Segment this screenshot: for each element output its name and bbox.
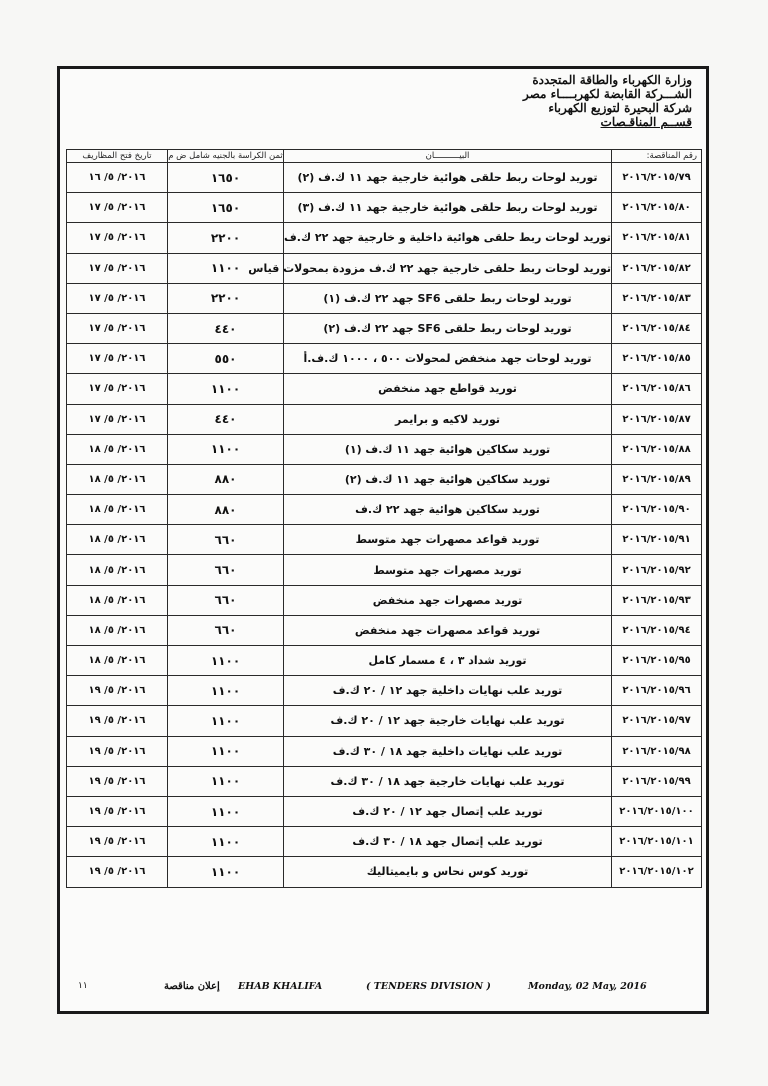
opening-date: ٢٠١٦/ ٥/ ١٧ xyxy=(67,344,168,374)
booklet-price: ١٦٥٠ xyxy=(168,193,284,223)
booklet-price: ١١٠٠ xyxy=(168,253,284,283)
tender-number: ٢٠١٦/٢٠١٥/٨٩ xyxy=(612,464,702,494)
page-footer xyxy=(60,977,706,997)
ministry-name: وزارة الكهرباء والطاقة المتجددة xyxy=(532,73,692,87)
booklet-price: ٦٦٠ xyxy=(168,525,284,555)
booklet-price: ١١٠٠ xyxy=(168,434,284,464)
table-row xyxy=(67,525,702,555)
tender-description: توريد علب نهايات خارجية جهد ١٨ / ٣٠ ك.ف xyxy=(284,766,612,796)
tender-description: توريد لوحات ربط حلقى SF6 جهد ٢٢ ك.ف (٢) xyxy=(284,313,612,343)
tender-number: ٢٠١٦/٢٠١٥/٩٨ xyxy=(612,736,702,766)
tender-description: توريد مصهرات جهد منخفض xyxy=(284,585,612,615)
booklet-price: ٦٦٠ xyxy=(168,555,284,585)
booklet-price: ١١٠٠ xyxy=(168,857,284,887)
tender-number: ٢٠١٦/٢٠١٥/١٠٢ xyxy=(612,857,702,887)
table-row xyxy=(67,464,702,494)
table-row xyxy=(67,736,702,766)
opening-date: ٢٠١٦/ ٥/ ١٧ xyxy=(67,313,168,343)
tender-number: ٢٠١٦/٢٠١٥/٨١ xyxy=(612,223,702,253)
opening-date: ٢٠١٦/ ٥/ ١٨ xyxy=(67,646,168,676)
table-row xyxy=(67,646,702,676)
holding-company-name: الشـــركة القابضة لكهربــــاء مصر xyxy=(522,87,692,101)
opening-date: ٢٠١٦/ ٥/ ١٧ xyxy=(67,283,168,313)
tender-description: توريد لوحات ربط حلقى هوائية خارجية جهد ١١ ك.ف (٢) xyxy=(284,163,612,193)
tender-description: توريد قواطع جهد منخفض xyxy=(284,374,612,404)
tender-number: ٢٠١٦/٢٠١٥/٨٥ xyxy=(612,344,702,374)
table-row xyxy=(67,193,702,223)
tender-description: توريد لاكيه و برايمر xyxy=(284,404,612,434)
table-row xyxy=(67,827,702,857)
table-row xyxy=(67,585,702,615)
opening-date: ٢٠١٦/ ٥/ ١٨ xyxy=(67,434,168,464)
booklet-price: ١١٠٠ xyxy=(168,706,284,736)
booklet-price: ٦٦٠ xyxy=(168,615,284,645)
tender-description: توريد علب نهايات خارجية جهد ١٢ / ٢٠ ك.ف xyxy=(284,706,612,736)
tender-number: ٢٠١٦/٢٠١٥/٩٣ xyxy=(612,585,702,615)
tender-description: توريد شداد ٣ ، ٤ مسمار كامل xyxy=(284,646,612,676)
table-row xyxy=(67,434,702,464)
tender-number: ٢٠١٦/٢٠١٥/٨٤ xyxy=(612,313,702,343)
tender-number: ٢٠١٦/٢٠١٥/٩٧ xyxy=(612,706,702,736)
opening-date: ٢٠١٦/ ٥/ ١٩ xyxy=(67,857,168,887)
opening-date: ٢٠١٦/ ٥/ ١٧ xyxy=(67,253,168,283)
tender-number: ٢٠١٦/٢٠١٥/٨٨ xyxy=(612,434,702,464)
tender-description: توريد سكاكين هوائية جهد ٢٢ ك.ف xyxy=(284,495,612,525)
table-header-row xyxy=(67,150,702,163)
tender-description: توريد علب نهايات داخلية جهد ١٨ / ٣٠ ك.ف xyxy=(284,736,612,766)
tender-number: ٢٠١٦/٢٠١٥/٧٩ xyxy=(612,163,702,193)
booklet-price: ٤٤٠ xyxy=(168,404,284,434)
opening-date: ٢٠١٦/ ٥/ ١٧ xyxy=(67,404,168,434)
opening-date: ٢٠١٦/ ٥/ ١٧ xyxy=(67,193,168,223)
tender-description: توريد قواعد مصهرات جهد منخفض xyxy=(284,615,612,645)
tender-description: توريد سكاكين هوائية جهد ١١ ك.ف (٢) xyxy=(284,464,612,494)
booklet-price: ٥٥٠ xyxy=(168,344,284,374)
page-number: ١١ xyxy=(78,981,88,991)
tender-description: توريد لوحات ربط حلقى SF6 جهد ٢٢ ك.ف (١) xyxy=(284,283,612,313)
tender-description: توريد سكاكين هوائية جهد ١١ ك.ف (١) xyxy=(284,434,612,464)
booklet-price: ١١٠٠ xyxy=(168,676,284,706)
booklet-price: ١١٠٠ xyxy=(168,796,284,826)
table-row xyxy=(67,796,702,826)
table-row xyxy=(67,223,702,253)
tender-description: توريد لوحات ربط حلقى هوائية خارجية جهد ١١ ك.ف (٣) xyxy=(284,193,612,223)
department-name: قســم المناقـصات xyxy=(600,115,692,129)
opening-date: ٢٠١٦/ ٥/ ١٨ xyxy=(67,525,168,555)
opening-date: ٢٠١٦/ ٥/ ١٧ xyxy=(67,374,168,404)
tender-description: توريد قواعد مصهرات جهد متوسط xyxy=(284,525,612,555)
opening-date: ٢٠١٦/ ٥/ ١٩ xyxy=(67,796,168,826)
tender-number: ٢٠١٦/٢٠١٥/٩٠ xyxy=(612,495,702,525)
letterhead xyxy=(523,73,692,129)
company-name: شركة البحيرة لتوزيع الكهرباء xyxy=(548,101,692,115)
tender-number: ٢٠١٦/٢٠١٥/٩٥ xyxy=(612,646,702,676)
tender-description: توريد لوحات ربط حلقى خارجية جهد ٢٢ ك.ف مزودة بمحولات قياس xyxy=(284,253,612,283)
booklet-price: ١١٠٠ xyxy=(168,827,284,857)
table-row xyxy=(67,766,702,796)
booklet-price: ٤٤٠ xyxy=(168,313,284,343)
tender-number: ٢٠١٦/٢٠١٥/٩٤ xyxy=(612,615,702,645)
footer-label: إعلان مناقصة xyxy=(164,981,220,992)
tender-description: توريد لوحات جهد منخفض لمحولات ٥٠٠ ، ١٠٠٠ ك.ف.أ xyxy=(284,344,612,374)
tender-description: توريد علب إتصال جهد ١٢ / ٢٠ ك.ف xyxy=(284,796,612,826)
tender-number: ٢٠١٦/٢٠١٥/٨٧ xyxy=(612,404,702,434)
tender-number: ٢٠١٦/٢٠١٥/٨٠ xyxy=(612,193,702,223)
booklet-price: ١١٠٠ xyxy=(168,646,284,676)
opening-date: ٢٠١٦/ ٥/ ١٦ xyxy=(67,163,168,193)
table-row xyxy=(67,706,702,736)
tender-number: ٢٠١٦/٢٠١٥/٩١ xyxy=(612,525,702,555)
table-row xyxy=(67,253,702,283)
booklet-price: ٦٦٠ xyxy=(168,585,284,615)
table-row xyxy=(67,163,702,193)
tender-number: ٢٠١٦/٢٠١٥/٩٩ xyxy=(612,766,702,796)
tender-description: توريد مصهرات جهد متوسط xyxy=(284,555,612,585)
column-header-description: البيــــــــــان xyxy=(284,150,612,163)
tender-description: توريد علب نهايات داخلية جهد ١٢ / ٢٠ ك.ف xyxy=(284,676,612,706)
page-frame xyxy=(57,66,709,1014)
booklet-price: ٢٢٠٠ xyxy=(168,223,284,253)
tender-number: ٢٠١٦/٢٠١٥/٨٦ xyxy=(612,374,702,404)
opening-date: ٢٠١٦/ ٥/ ١٩ xyxy=(67,706,168,736)
opening-date: ٢٠١٦/ ٥/ ١٨ xyxy=(67,555,168,585)
table-row xyxy=(67,857,702,887)
table-row xyxy=(67,404,702,434)
tender-number: ٢٠١٦/٢٠١٥/١٠٠ xyxy=(612,796,702,826)
tender-description: توريد علب إتصال جهد ١٨ / ٣٠ ك.ف xyxy=(284,827,612,857)
table-row xyxy=(67,555,702,585)
tender-number: ٢٠١٦/٢٠١٥/٩٢ xyxy=(612,555,702,585)
tender-number: ٢٠١٦/٢٠١٥/١٠١ xyxy=(612,827,702,857)
table-row xyxy=(67,283,702,313)
table-row xyxy=(67,313,702,343)
opening-date: ٢٠١٦/ ٥/ ١٨ xyxy=(67,495,168,525)
division-name: ( TENDERS DIVISION ) xyxy=(366,981,491,992)
opening-date: ٢٠١٦/ ٥/ ١٨ xyxy=(67,585,168,615)
opening-date: ٢٠١٦/ ٥/ ١٧ xyxy=(67,223,168,253)
table-row xyxy=(67,676,702,706)
booklet-price: ٢٢٠٠ xyxy=(168,283,284,313)
footer-date: Monday, 02 May, 2016 xyxy=(528,981,647,992)
table-row xyxy=(67,495,702,525)
author-name: EHAB KHALIFA xyxy=(238,981,323,992)
table-row xyxy=(67,615,702,645)
booklet-price: ١١٠٠ xyxy=(168,736,284,766)
opening-date: ٢٠١٦/ ٥/ ١٨ xyxy=(67,464,168,494)
column-header-date: تاريخ فتح المظاريف xyxy=(67,150,168,163)
opening-date: ٢٠١٦/ ٥/ ١٩ xyxy=(67,827,168,857)
booklet-price: ١١٠٠ xyxy=(168,374,284,404)
booklet-price: ٨٨٠ xyxy=(168,495,284,525)
opening-date: ٢٠١٦/ ٥/ ١٩ xyxy=(67,766,168,796)
tender-number: ٢٠١٦/٢٠١٥/٨٣ xyxy=(612,283,702,313)
opening-date: ٢٠١٦/ ٥/ ١٩ xyxy=(67,736,168,766)
tender-description: توريد كوس نحاس و بايميتاليك xyxy=(284,857,612,887)
table-row xyxy=(67,374,702,404)
tender-description: توريد لوحات ربط حلقى هوائية داخلية و خارجية جهد ٢٢ ك.ف xyxy=(284,223,612,253)
booklet-price: ١١٠٠ xyxy=(168,766,284,796)
tender-number: ٢٠١٦/٢٠١٥/٨٢ xyxy=(612,253,702,283)
column-header-price: ثمن الكراسة بالجنيه شامل ض م xyxy=(168,150,283,161)
booklet-price: ٨٨٠ xyxy=(168,464,284,494)
tenders-table xyxy=(66,149,702,888)
table-row xyxy=(67,344,702,374)
booklet-price: ١٦٥٠ xyxy=(168,163,284,193)
opening-date: ٢٠١٦/ ٥/ ١٩ xyxy=(67,676,168,706)
tender-number: ٢٠١٦/٢٠١٥/٩٦ xyxy=(612,676,702,706)
opening-date: ٢٠١٦/ ٥/ ١٨ xyxy=(67,615,168,645)
column-header-number: رقم المناقصة: xyxy=(612,150,702,163)
